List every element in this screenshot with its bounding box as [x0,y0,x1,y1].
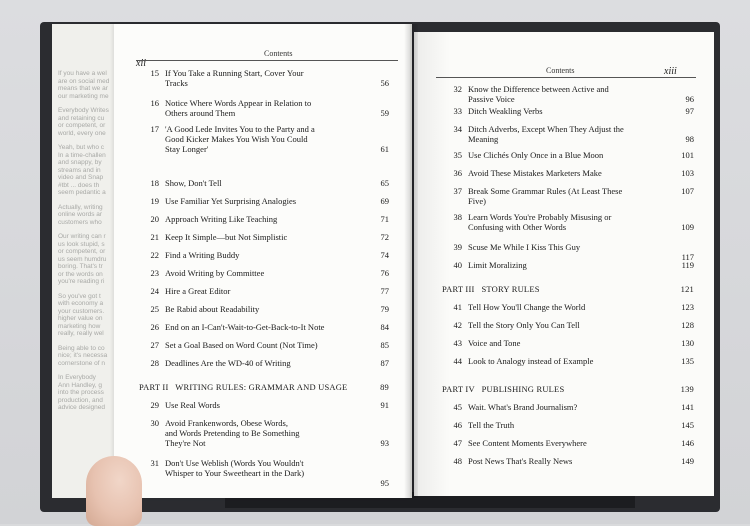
toc-entry-page: 79 [380,304,389,314]
toc-entry-number: 23 [150,268,159,278]
toc-entry-number: 21 [150,232,159,242]
underlying-paragraph: Everybody Writes and retaining cu or competent, or world, every one [58,107,109,137]
underlying-paragraph: Our writing can r us look stupid, s or competent, or us seem humdru boring. That's tr or the words on you're reading ri [58,233,107,285]
toc-entry-title: Be Rabid about Readability [165,304,260,314]
toc-entry-page: 141 [681,402,694,412]
toc-entry-number: 39 [453,242,462,252]
left-contents-page [114,24,410,498]
toc-entry-page: 91 [380,400,389,410]
toc-entry-page: 56 [380,78,389,88]
toc-entry-number: 42 [453,320,462,330]
toc-entry-number: 17 [150,124,159,134]
toc-entry-title: Notice Where Words Appear in Relation to Others around Them [165,98,312,118]
toc-entry-title: Find a Writing Buddy [165,250,240,260]
toc-entry-title: Break Some Grammar Rules (At Least These Five) [468,186,623,206]
toc-entry-number: 43 [453,338,462,348]
toc-entry-title: Tell How You'll Change the World [468,302,586,312]
right-toc [442,84,694,489]
toc-part-heading [442,384,694,394]
toc-entry-number: 26 [150,322,159,332]
toc-entry-title: Limit Moralizing [468,260,527,270]
toc-entry-title: Use Familiar Yet Surprising Analogies [165,196,297,206]
toc-entry-title: Use Real Words [165,400,220,410]
underlying-paragraph: So you've got t with economy a your customers. higher value on marketing how really, really wel [58,292,105,337]
toc-part-heading [139,382,389,392]
toc-entry-title: End on an I-Can't-Wait-to-Get-Back-to-It Note [165,322,325,332]
toc-entry-number: 41 [453,302,462,312]
toc-entry-number: 18 [150,178,159,188]
toc-entry-page: 107 [681,186,694,196]
toc-entry-number: 32 [453,84,462,94]
toc-entry-number: 38 [453,212,462,222]
toc-entry-page: 59 [380,108,389,118]
toc-entry-page: 119 [681,260,694,270]
right-folio: xiii [664,66,677,77]
toc-entry-number: 36 [453,168,462,178]
toc-entry-title: 'A Good Lede Invites You to the Party and a Good Kicker Makes You Wish You Could Stay Longer' [165,124,315,154]
toc-entry-number: 48 [453,456,462,466]
underlying-paragraph: Actually, writing online words ar customers who [58,203,103,226]
toc-entry-title: Use Clichés Only Once in a Blue Moon [468,150,604,160]
toc-entry-title: Know the Difference between Active and Passive Voice [468,84,609,104]
toc-entry-page: 65 [380,178,389,188]
toc-entry-title: Post News That's Really News [468,456,573,466]
toc-entry-number: 22 [150,250,159,260]
toc-entry-number: 47 [453,438,462,448]
toc-entry-page: 93 [380,438,389,448]
toc-entry-page: 71 [380,214,389,224]
toc-entry-page: 72 [380,232,389,242]
toc-entry-number: 28 [150,358,159,368]
toc-entry-page: 123 [681,302,694,312]
toc-entry-number: 33 [453,106,462,116]
toc-entry-number: 37 [453,186,462,196]
toc-entry-page: 128 [681,320,694,330]
toc-entry-number: 16 [150,98,159,108]
toc-entry-number: 34 [453,124,462,134]
toc-entry-title: Wait. What's Brand Journalism? [468,402,578,412]
toc-entry-title: Learn Words You're Probably Misusing or Confusing with Other Words [468,212,612,232]
toc-entry-page: 87 [380,358,389,368]
toc-entry-page: 149 [681,456,694,466]
toc-entry-page: 76 [380,268,389,278]
toc-entry-title: Set a Goal Based on Word Count (Not Time) [165,340,318,350]
toc-entry-number: 25 [150,304,159,314]
underlying-paragraph: Being able to co nice; it's necessa cornerstone of n [58,344,108,367]
toc-entry-title: Look to Analogy instead of Example [468,356,594,366]
toc-entry-title: Scuse Me While I Kiss This Guy [468,242,581,252]
book-gutter [404,24,418,498]
toc-entry-page: 74 [380,250,389,260]
toc-entry-title: Voice and Tone [468,338,521,348]
right-contents-page [414,32,714,496]
toc-entry-title: Deadlines Are the WD-40 of Writing [165,358,291,368]
left-running-head: Contents [264,49,293,58]
underlying-paragraph: In Everybody Ann Handley, g into the process production, and advice designed [58,374,105,411]
underlying-paragraph: Yeah, but who c In a time-challen and snappy, by streams and in video and Snap #tbt ... does th seem pedantic a [58,144,106,196]
toc-entry-page: 98 [685,134,694,144]
left-head-rule [136,60,398,61]
toc-entry-title: Avoid These Mistakes Marketers Make [468,168,602,178]
toc-entry-page: 96 [685,94,694,104]
toc-entry-page: 97 [685,106,694,116]
part-page: 139 [680,384,694,394]
toc-entry-title: Ditch Weakling Verbs [468,106,543,116]
toc-entry-title: If You Take a Running Start, Cover Your Tracks [165,68,304,88]
toc-entry-page: 77 [380,286,389,296]
toc-entry-title: Avoid Frankenwords, Obese Words, and Words Pretending to Be Something They're Not [165,418,300,448]
toc-entry-title: See Content Moments Everywhere [468,438,587,448]
toc-entry-page: 61 [380,144,389,154]
toc-entry-number: 20 [150,214,159,224]
left-toc [139,68,389,488]
part-page: 89 [380,382,389,392]
toc-entry-title: Tell the Truth [468,420,515,430]
toc-entry-page: 101 [681,150,694,160]
toc-entry-title: Tell the Story Only You Can Tell [468,320,580,330]
toc-entry-number: 19 [150,196,159,206]
left-folio: xii [136,58,146,69]
toc-entry-page: 117 [681,252,694,262]
toc-entry-page: 95 [380,478,389,488]
toc-entry-number: 44 [453,356,462,366]
toc-entry-title: Hire a Great Editor [165,286,231,296]
toc-entry-title: Show, Don't Tell [165,178,222,188]
right-head-rule [436,77,696,78]
part-label: PART III STORY RULES [442,284,540,294]
part-label: PART II WRITING RULES: GRAMMAR AND USAGE [139,382,348,392]
toc-entry-number: 40 [453,260,462,270]
toc-entry-number: 29 [150,400,159,410]
toc-entry-page: 146 [681,438,694,448]
toc-entry-page: 145 [681,420,694,430]
toc-entry-number: 15 [150,68,159,78]
toc-entry-page: 85 [380,340,389,350]
toc-entry-title: Approach Writing Like Teaching [165,214,278,224]
toc-entry-number: 24 [150,286,159,296]
toc-entry-page: 109 [681,222,694,232]
toc-entry-page: 135 [681,356,694,366]
toc-entry-number: 46 [453,420,462,430]
toc-entry-page: 69 [380,196,389,206]
underlying-paragraph: If you have a wel are on social med means that we ar our marketing me [58,70,110,100]
toc-entry-title: Don't Use Weblish (Words You Wouldn't Whisper to Your Sweetheart in the Dark) [165,458,305,478]
thumb [86,456,142,526]
toc-entry-title: Avoid Writing by Committee [165,268,265,278]
part-label: PART IV PUBLISHING RULES [442,384,565,394]
toc-entry-page: 130 [681,338,694,348]
toc-entry-page: 103 [681,168,694,178]
toc-entry-number: 45 [453,402,462,412]
toc-entry-number: 27 [150,340,159,350]
toc-entry-title: Ditch Adverbs, Except When They Adjust the Meaning [468,124,624,144]
toc-entry-number: 30 [150,418,159,428]
toc-entry-number: 35 [453,150,462,160]
part-page: 121 [680,284,694,294]
toc-entry-title: Keep It Simple—but Not Simplistic [165,232,288,242]
toc-entry-number: 31 [150,458,159,468]
toc-part-heading [442,284,694,294]
right-running-head: Contents [546,66,575,75]
toc-entry-page: 84 [380,322,389,332]
